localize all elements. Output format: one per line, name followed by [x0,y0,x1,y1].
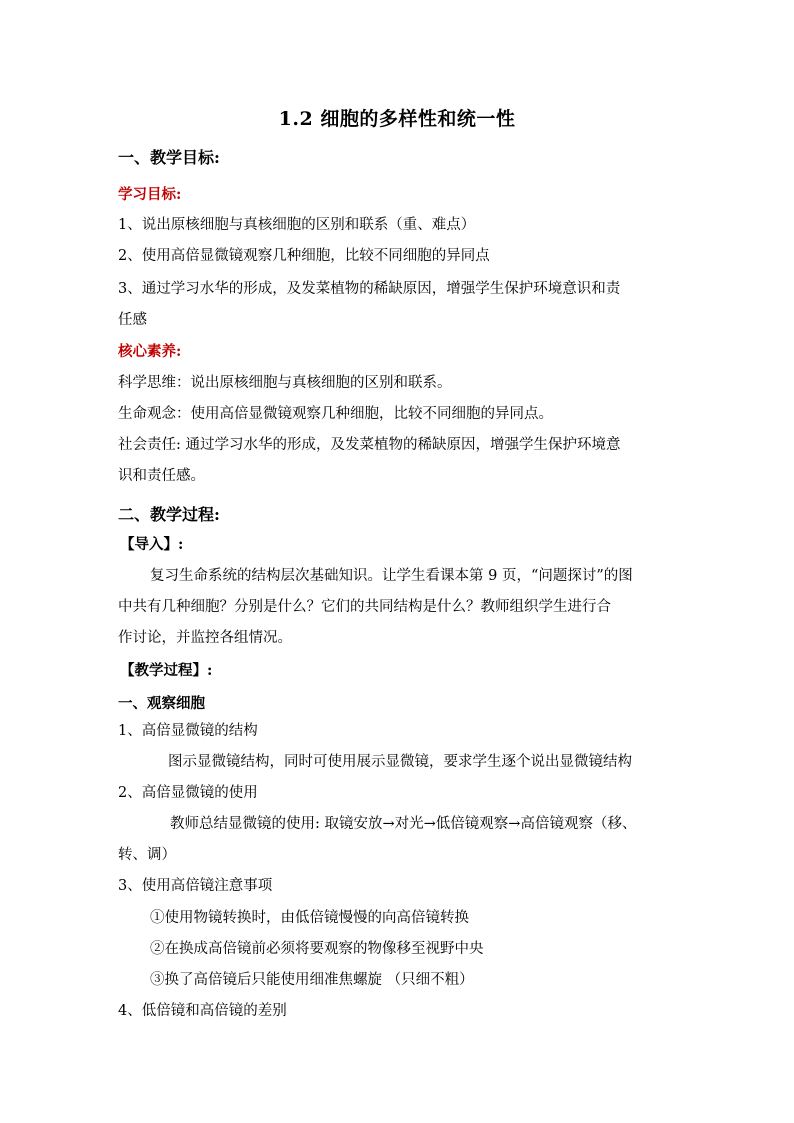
section-heading-teaching-process: 二、教学过程: [118,505,220,524]
process-item: 1、高倍显微镜的结构 [118,723,258,739]
study-goal-item: 3、通过学习水华的形成，及发菜植物的稀缺原因，增强学生保护环境意识和责 [118,281,621,297]
intro-paragraph-line: 中共有几种细胞？分别是什么？它们的共同结构是什么？教师组织学生进行合 [118,599,611,615]
process-item-detail: 图示显微镜结构，同时可使用展示显微镜，要求学生逐个说出显微镜结构 [168,754,632,770]
process-item: 3、使用高倍镜注意事项 [118,878,273,894]
intro-label: 【导入】: [120,536,184,553]
core-literacy-item: 科学思维：说出原核细胞与真核细胞的区别和联系。 [118,375,452,391]
study-goal-item: 1、说出原核细胞与真核细胞的区别和联系（重、难点） [118,217,476,233]
process-item: 2、高倍显微镜的使用 [118,785,258,801]
section-heading-teaching-goals: 一、教学目标: [118,148,220,167]
process-note: ②在换成高倍镜前必须将要观察的物像移至视野中央 [150,941,484,957]
document-title: 1.2 细胞的多样性和统一性 [278,108,516,130]
process-note: ③换了高倍镜后只能使用细准焦螺旋 （只细不粗） [150,972,474,988]
core-literacy-heading: 核心素养: [118,343,182,360]
study-goal-item: 2、使用高倍显微镜观察几种细胞，比较不同细胞的异同点 [118,248,490,264]
process-item: 4、低倍镜和高倍镜的差别 [118,1003,287,1019]
core-literacy-item: 社会责任: 通过学习水华的形成，及发菜植物的稀缺原因，增强学生保护环境意 [118,437,621,453]
process-note: ①使用物镜转换时，由低倍镜慢慢的向高倍镜转换 [150,910,469,926]
study-goal-item-cont: 任感 [118,312,147,328]
core-literacy-item: 生命观念：使用高倍显微镜观察几种细胞，比较不同细胞的异同点。 [118,406,553,422]
process-label: 【教学过程】: [120,662,213,679]
observe-cells-heading: 一、观察细胞 [118,695,205,712]
intro-paragraph-line: 作讨论，并监控各组情况。 [118,630,292,646]
process-item-detail: 教师总结显微镜的使用: 取镜安放→对光→低倍镜观察→高倍镜观察（移、 [170,816,637,832]
core-literacy-item-cont: 识和责任感。 [118,468,205,484]
process-item-detail-cont: 转、调） [118,847,176,863]
study-goals-heading: 学习目标: [118,186,182,203]
intro-paragraph-line: 复习生命系统的结构层次基础知识。让学生看课本第 9 页，“问题探讨”的图 [150,568,633,584]
